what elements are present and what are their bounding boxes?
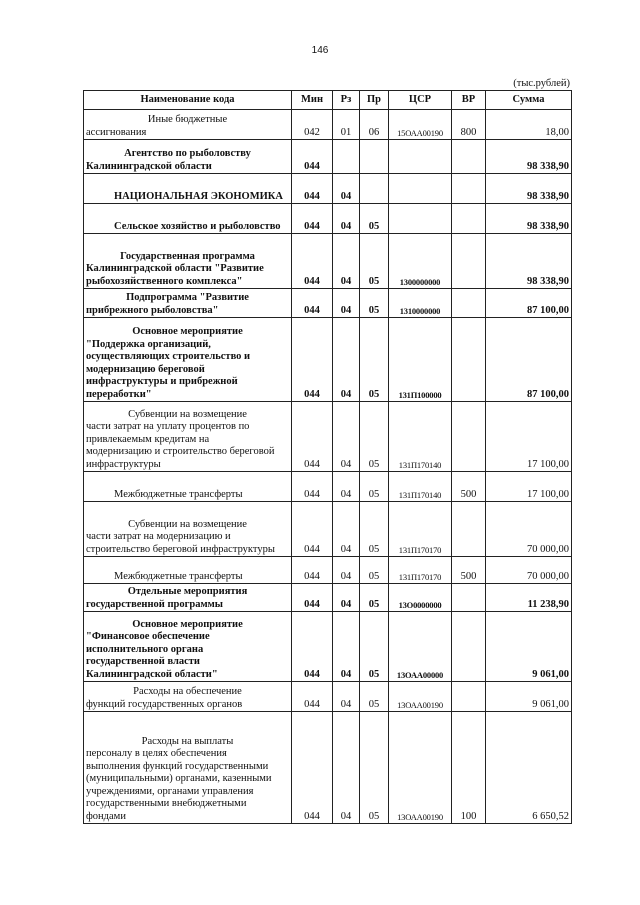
budget-table xyxy=(83,90,572,824)
row-vr-cell xyxy=(452,584,486,612)
row-min-cell: 044 xyxy=(292,682,333,712)
row-min-cell: 044 xyxy=(292,712,333,824)
table-row xyxy=(84,174,572,204)
row-rz-cell: 04 xyxy=(333,174,360,204)
row-sum-cell: 87 100,00 xyxy=(486,289,572,318)
row-pr-cell: 05 xyxy=(360,402,389,472)
row-name-line: рыбохозяйственного комплекса" xyxy=(86,275,243,287)
row-vr-cell xyxy=(452,289,486,318)
row-name-line: части затрат на модернизацию и xyxy=(86,531,231,542)
row-rz-cell: 04 xyxy=(333,712,360,824)
row-pr-cell xyxy=(360,174,389,204)
row-name-line: осуществляющих строительство и xyxy=(86,351,251,362)
row-vr-cell: 500 xyxy=(452,557,486,584)
row-name-line: "Финансовое обеспечение xyxy=(86,631,210,642)
row-csr-cell: 15ОАА00190 xyxy=(389,110,452,140)
row-csr-cell: 131П100000 xyxy=(389,318,452,402)
table-row xyxy=(84,502,572,557)
row-sum-cell: 98 338,90 xyxy=(486,234,572,289)
row-pr-cell: 05 xyxy=(360,318,389,402)
row-name-line: Калининградской области "Развитие xyxy=(86,263,264,274)
row-name-line: Сельское хозяйство и рыболовство xyxy=(114,220,281,232)
row-name-cell xyxy=(84,110,292,140)
row-min-cell: 044 xyxy=(292,472,333,502)
row-name-line: части затрат на уплату процентов по xyxy=(86,421,250,432)
row-csr-cell: 131П170170 xyxy=(389,502,452,557)
table-row xyxy=(84,204,572,234)
row-sum-cell: 98 338,90 xyxy=(486,140,572,174)
row-vr-cell xyxy=(452,402,486,472)
header-vr: ВР xyxy=(452,91,486,110)
row-name-line: ассигнования xyxy=(86,126,147,138)
row-rz-cell: 04 xyxy=(333,204,360,234)
row-name-cell xyxy=(84,472,292,502)
row-min-cell: 044 xyxy=(292,174,333,204)
table-row xyxy=(84,110,572,140)
row-rz-cell xyxy=(333,140,360,174)
row-sum-cell: 87 100,00 xyxy=(486,318,572,402)
table-row xyxy=(84,472,572,502)
row-name-line: Субвенции на возмещение xyxy=(128,408,247,420)
table-row xyxy=(84,289,572,318)
row-min-cell: 044 xyxy=(292,402,333,472)
row-min-cell: 042 xyxy=(292,110,333,140)
row-sum-cell: 98 338,90 xyxy=(486,174,572,204)
row-name-line: государственной власти xyxy=(86,656,200,667)
row-name-line: переработки" xyxy=(86,388,152,400)
row-vr-cell xyxy=(452,174,486,204)
row-name-line: (муниципальными) органами, казенными xyxy=(86,773,272,784)
row-csr-cell: 131П170140 xyxy=(389,472,452,502)
row-name-line: строительство береговой инфраструктуры xyxy=(86,543,275,555)
row-rz-cell: 04 xyxy=(333,318,360,402)
row-name-line: Иные бюджетные xyxy=(147,114,228,125)
row-sum-cell: 11 238,90 xyxy=(486,584,572,612)
row-min-cell: 044 xyxy=(292,318,333,402)
row-pr-cell: 05 xyxy=(360,502,389,557)
header-pr: Пр xyxy=(360,91,389,110)
row-name-cell xyxy=(84,712,292,824)
row-vr-cell xyxy=(452,682,486,712)
row-sum-cell: 9 061,00 xyxy=(486,682,572,712)
row-name-line: Межбюджетные трансферты xyxy=(114,488,243,500)
row-min-cell: 044 xyxy=(292,140,333,174)
table-row xyxy=(84,612,572,682)
header-csr: ЦСР xyxy=(389,91,452,110)
row-name-cell xyxy=(84,140,292,174)
table-row xyxy=(84,557,572,584)
table-row xyxy=(84,318,572,402)
row-pr-cell: 05 xyxy=(360,472,389,502)
table-row xyxy=(84,712,572,824)
row-csr-cell: 13О0000000 xyxy=(389,584,452,612)
row-vr-cell: 500 xyxy=(452,472,486,502)
row-csr-cell: 1300000000 xyxy=(389,234,452,289)
row-vr-cell xyxy=(452,502,486,557)
row-rz-cell: 04 xyxy=(333,402,360,472)
row-name-cell xyxy=(84,557,292,584)
row-vr-cell xyxy=(452,318,486,402)
row-pr-cell: 05 xyxy=(360,557,389,584)
row-rz-cell: 04 xyxy=(333,234,360,289)
row-name-line: Калининградской области xyxy=(86,160,212,172)
row-name-line: фондами xyxy=(86,810,126,822)
row-min-cell: 044 xyxy=(292,612,333,682)
row-name-line: Государственная программа xyxy=(120,250,255,262)
row-min-cell: 044 xyxy=(292,204,333,234)
row-pr-cell: 05 xyxy=(360,584,389,612)
row-csr-cell xyxy=(389,174,452,204)
row-name-cell xyxy=(84,584,292,612)
units-label: (тыс.рублей) xyxy=(513,78,570,89)
page-number: 146 xyxy=(311,45,329,56)
row-name-cell xyxy=(84,612,292,682)
table-row xyxy=(84,682,572,712)
row-name-line: Подпрограмма "Развитие xyxy=(126,292,249,303)
row-name-line: функций государственных органов xyxy=(86,698,243,710)
row-csr-cell: 13ОАА00000 xyxy=(389,612,452,682)
row-name-line: выполнения функций государственными xyxy=(86,760,269,772)
row-vr-cell xyxy=(452,140,486,174)
row-vr-cell xyxy=(452,204,486,234)
row-sum-cell: 70 000,00 xyxy=(486,557,572,584)
row-name-line: привлекаемым кредитам на xyxy=(86,433,210,445)
header-sum: Сумма xyxy=(486,91,572,110)
row-rz-cell: 04 xyxy=(333,502,360,557)
row-rz-cell: 04 xyxy=(333,557,360,584)
row-pr-cell: 05 xyxy=(360,204,389,234)
row-name-cell xyxy=(84,234,292,289)
row-pr-cell: 05 xyxy=(360,234,389,289)
row-name-line: инфраструктуры xyxy=(86,458,161,470)
row-rz-cell: 04 xyxy=(333,612,360,682)
row-min-cell: 044 xyxy=(292,584,333,612)
row-vr-cell: 100 xyxy=(452,712,486,824)
row-name-line: Калининградской области" xyxy=(86,668,218,680)
row-name-line: Субвенции на возмещение xyxy=(128,518,247,530)
table-body xyxy=(84,110,572,824)
row-min-cell: 044 xyxy=(292,234,333,289)
row-csr-cell: 13ОАА00190 xyxy=(389,712,452,824)
row-name-cell xyxy=(84,289,292,318)
row-name-line: исполнительного органа xyxy=(86,643,204,655)
row-name-line: Расходы на обеспечение xyxy=(133,686,242,697)
row-name-line: модернизацию береговой xyxy=(86,363,205,375)
row-pr-cell: 05 xyxy=(360,612,389,682)
row-vr-cell xyxy=(452,612,486,682)
row-name-line: инфраструктуры и прибрежной xyxy=(86,376,238,387)
row-rz-cell: 04 xyxy=(333,584,360,612)
header-rz: Рз xyxy=(333,91,360,110)
row-name-line: государственной программы xyxy=(86,598,223,610)
row-name-cell xyxy=(84,682,292,712)
row-sum-cell: 9 061,00 xyxy=(486,612,572,682)
row-name-line: НАЦИОНАЛЬНАЯ ЭКОНОМИКА xyxy=(114,190,283,202)
row-pr-cell: 05 xyxy=(360,289,389,318)
row-name-line: учреждениями, органами управления xyxy=(86,785,254,797)
header-min: Мин xyxy=(292,91,333,110)
row-sum-cell: 98 338,90 xyxy=(486,204,572,234)
row-csr-cell: 131П170140 xyxy=(389,402,452,472)
row-sum-cell: 17 100,00 xyxy=(486,402,572,472)
row-name-line: Расходы на выплаты xyxy=(141,735,234,747)
row-sum-cell: 17 100,00 xyxy=(486,472,572,502)
row-vr-cell xyxy=(452,234,486,289)
row-name-cell xyxy=(84,502,292,557)
row-csr-cell xyxy=(389,204,452,234)
table-row xyxy=(84,402,572,472)
row-min-cell: 044 xyxy=(292,557,333,584)
row-rz-cell: 04 xyxy=(333,682,360,712)
row-pr-cell: 06 xyxy=(360,110,389,140)
header-name: Наименование кода xyxy=(84,91,292,110)
row-name-line: Основное мероприятие xyxy=(132,326,243,337)
row-pr-cell xyxy=(360,140,389,174)
row-pr-cell: 05 xyxy=(360,682,389,712)
table-row xyxy=(84,584,572,612)
row-vr-cell: 800 xyxy=(452,110,486,140)
row-name-cell xyxy=(84,204,292,234)
row-csr-cell: 1310000000 xyxy=(389,289,452,318)
row-sum-cell: 6 650,52 xyxy=(486,712,572,824)
row-csr-cell xyxy=(389,140,452,174)
row-name-cell xyxy=(84,174,292,204)
row-rz-cell: 01 xyxy=(333,110,360,140)
row-name-cell xyxy=(84,402,292,472)
row-name-line: Межбюджетные трансферты xyxy=(114,570,243,582)
row-min-cell: 044 xyxy=(292,502,333,557)
row-min-cell: 044 xyxy=(292,289,333,318)
row-name-line: "Поддержка организаций, xyxy=(86,338,211,350)
row-csr-cell: 13ОАА00190 xyxy=(389,682,452,712)
row-name-line: Агентство по рыболовству xyxy=(124,148,251,159)
row-sum-cell: 18,00 xyxy=(486,110,572,140)
table-header-row xyxy=(84,91,572,110)
row-name-line: Отдельные мероприятия xyxy=(127,586,248,597)
table-row xyxy=(84,234,572,289)
row-rz-cell: 04 xyxy=(333,289,360,318)
row-name-line: модернизацию и строительство береговой xyxy=(86,446,275,457)
row-name-line: государственными внебюджетными xyxy=(86,798,247,809)
row-csr-cell: 131П170170 xyxy=(389,557,452,584)
table-row xyxy=(84,140,572,174)
row-rz-cell: 04 xyxy=(333,472,360,502)
row-pr-cell: 05 xyxy=(360,712,389,824)
row-name-line: персоналу в целях обеспечения xyxy=(86,748,227,759)
row-name-line: Основное мероприятие xyxy=(132,618,243,630)
row-name-line: прибрежного рыболовства" xyxy=(86,304,219,316)
row-sum-cell: 70 000,00 xyxy=(486,502,572,557)
row-name-cell xyxy=(84,318,292,402)
